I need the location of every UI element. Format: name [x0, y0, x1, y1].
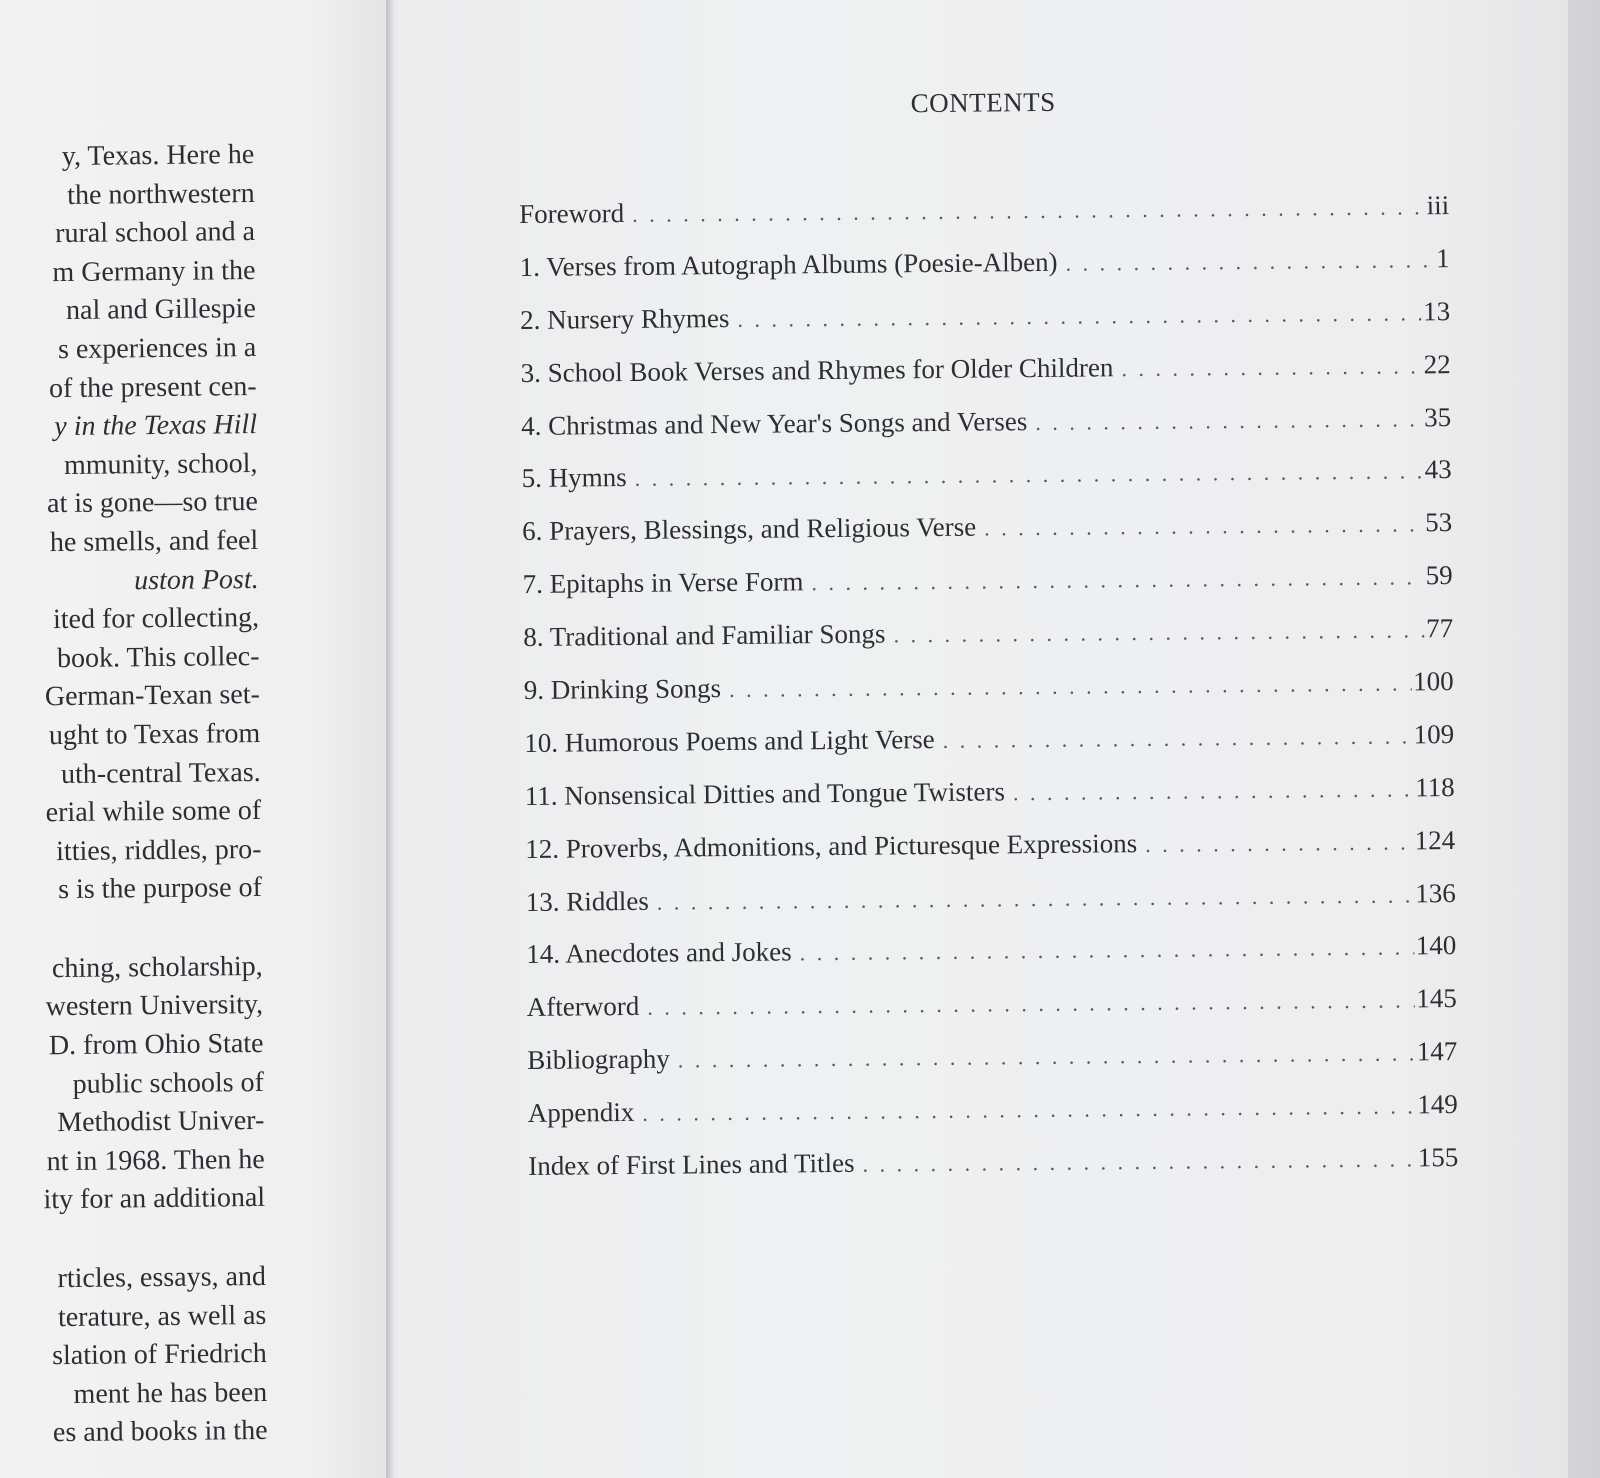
toc-entry-label: 12. Proverbs, Admonitions, and Picturesque Expressions: [525, 827, 1138, 864]
left-text-line: ching, scholarship,: [51, 950, 263, 985]
left-text-line: western University,: [45, 989, 264, 1023]
toc-entry-page-number: 124: [1414, 824, 1456, 856]
dot-leader: [635, 459, 1423, 493]
toc-entry-page-number: 149: [1417, 1089, 1458, 1120]
toc-entry: [524, 719, 1454, 781]
left-text-line: erial while some of: [45, 795, 262, 829]
toc-entry: [527, 983, 1457, 1045]
toc-entry-page-number: 77: [1426, 613, 1454, 644]
toc-entry-label: 10. Humorous Poems and Light Verse: [524, 723, 935, 758]
left-text-line: terature, as well as: [57, 1299, 267, 1333]
toc-entry-page-number: 53: [1425, 507, 1453, 538]
toc-entry-label: 3. School Book Verses and Rhymes for Older Children: [520, 351, 1114, 388]
left-text-line: public schools of: [72, 1066, 265, 1100]
dot-leader: [800, 935, 1414, 967]
dot-leader: [632, 194, 1425, 228]
dot-leader: [1065, 247, 1434, 277]
dot-leader: [811, 565, 1423, 597]
contents-block: [518, 83, 1459, 1204]
left-text-line: y, Texas. Here he: [61, 138, 255, 173]
toc-entry-label: 7. Epitaphs in Verse Form: [522, 566, 804, 600]
left-text-line: at is gone—so true: [46, 486, 258, 520]
page-edge: [1568, 0, 1600, 1478]
toc-entry-label: 2. Nursery Rhymes: [520, 302, 730, 335]
left-text-line: slation of Friedrich: [51, 1338, 267, 1372]
toc-entry-label: 1. Verses from Autograph Albums (Poesie-Alben): [519, 246, 1058, 282]
toc-entry: [526, 878, 1456, 940]
left-text-line: he smells, and feel: [49, 524, 259, 559]
left-text-line: s experiences in a: [57, 331, 257, 366]
dot-leader: [729, 670, 1411, 703]
dot-leader: [1035, 406, 1422, 436]
left-text-line: ited for collecting,: [52, 602, 260, 636]
dot-leader: [984, 512, 1423, 542]
toc-entry: [527, 1036, 1457, 1098]
dot-leader: [893, 617, 1424, 648]
toc-entry-page-number: 59: [1425, 560, 1453, 591]
toc-entry: [520, 296, 1450, 358]
left-text-line: m Germany in the: [52, 254, 256, 288]
toc-entry: [528, 1142, 1458, 1204]
toc-entry: [523, 613, 1453, 675]
toc-entry-label: Foreword: [519, 197, 625, 229]
toc-entry-page-number: 100: [1413, 666, 1454, 697]
toc-entry-page-number: 1: [1435, 242, 1450, 274]
toc-entry-label: 8. Traditional and Familiar Songs: [523, 618, 886, 653]
toc-entry-label: 4. Christmas and New Year's Songs and Verses: [521, 405, 1028, 441]
toc-entry-page-number: 145: [1416, 983, 1457, 1014]
dot-leader: [1145, 829, 1413, 858]
toc-entry: [525, 772, 1455, 834]
dot-leader: [678, 1041, 1415, 1074]
toc-list: [519, 190, 1459, 1204]
toc-entry-page-number: 147: [1416, 1036, 1458, 1067]
left-page: [0, 0, 390, 1478]
toc-entry-label: Index of First Lines and Titles: [528, 1147, 855, 1181]
left-text-line: itties, riddles, pro-: [56, 833, 262, 867]
left-text-line: uth-central Texas.: [60, 756, 261, 790]
dot-leader: [647, 988, 1414, 1021]
toc-entry-page-number: 43: [1424, 454, 1452, 485]
left-text-line: ment he has been: [73, 1376, 268, 1410]
left-text-line: nt in 1968. Then he: [46, 1143, 265, 1178]
toc-entry-page-number: 155: [1417, 1142, 1459, 1173]
toc-entry: [523, 560, 1453, 622]
toc-entry: [522, 455, 1452, 517]
left-text-line: D. from Ohio State: [48, 1028, 264, 1062]
toc-entry: [526, 931, 1456, 993]
right-page: [398, 0, 1570, 1478]
left-text-line: rural school and a: [55, 216, 256, 250]
toc-entry-label: 11. Nonsensical Ditties and Tongue Twisters: [524, 776, 1006, 811]
contents-title: CONTENTS: [910, 86, 1056, 119]
toc-entry: [522, 507, 1452, 569]
toc-entry-label: 6. Prayers, Blessings, and Religious Verse: [522, 511, 977, 547]
dot-leader: [657, 882, 1414, 915]
left-text-line: y in the Texas Hill: [54, 409, 258, 443]
toc-entry-label: 13. Riddles: [525, 885, 649, 917]
toc-entry: [528, 1089, 1458, 1151]
dot-leader: [1121, 353, 1422, 382]
left-text-line: of the present cen-: [48, 370, 257, 404]
left-text-line: Methodist Univer-: [57, 1105, 265, 1139]
paragraph-gap: [0, 1218, 266, 1263]
dot-leader: [642, 1094, 1415, 1127]
toc-entry-label: 9. Drinking Songs: [523, 673, 722, 705]
toc-entry: [521, 402, 1451, 464]
dot-leader: [1013, 776, 1414, 806]
toc-entry-page-number: 140: [1415, 930, 1457, 961]
toc-entry-label: Afterword: [526, 991, 640, 1023]
toc-entry: [521, 349, 1451, 411]
toc-entry-label: Appendix: [527, 1097, 635, 1129]
toc-entry-page-number: iii: [1426, 190, 1450, 221]
toc-entry-page-number: 35: [1424, 401, 1452, 432]
dot-leader: [737, 300, 1421, 333]
toc-entry-page-number: 118: [1415, 771, 1455, 803]
toc-entry-page-number: 13: [1423, 295, 1451, 327]
toc-entry-page-number: 109: [1413, 718, 1455, 750]
paragraph-gap: [0, 908, 263, 953]
dot-leader: [943, 723, 1412, 754]
toc-entry-page-number: 136: [1415, 877, 1456, 909]
left-text-line: es and books in the: [52, 1415, 268, 1449]
toc-entry-label: 14. Anecdotes and Jokes: [526, 936, 792, 970]
left-text-line: ught to Texas from: [48, 717, 261, 752]
toc-entry-page-number: 22: [1423, 348, 1451, 379]
toc-entry: [524, 666, 1454, 728]
dot-leader: [862, 1146, 1415, 1177]
toc-entry: [520, 243, 1450, 305]
left-text-line: nal and Gillespie: [65, 293, 256, 327]
toc-entry: [519, 190, 1449, 252]
toc-entry-label: Bibliography: [527, 1043, 670, 1076]
left-text-line: s is the purpose of: [57, 872, 263, 906]
left-text-line: uston Post.: [134, 563, 259, 596]
left-page-text: [0, 136, 268, 1456]
left-text-line: the northwestern: [67, 177, 255, 211]
toc-entry: [525, 825, 1455, 887]
toc-entry-label: 5. Hymns: [521, 462, 627, 494]
left-text-line: German-Texan set-: [44, 679, 261, 713]
left-text-line: ity for an additional: [43, 1182, 266, 1216]
left-text-line: rticles, essays, and: [57, 1260, 267, 1295]
left-text-line: mmunity, school,: [63, 447, 258, 481]
left-text-line: book. This collec-: [56, 640, 260, 674]
